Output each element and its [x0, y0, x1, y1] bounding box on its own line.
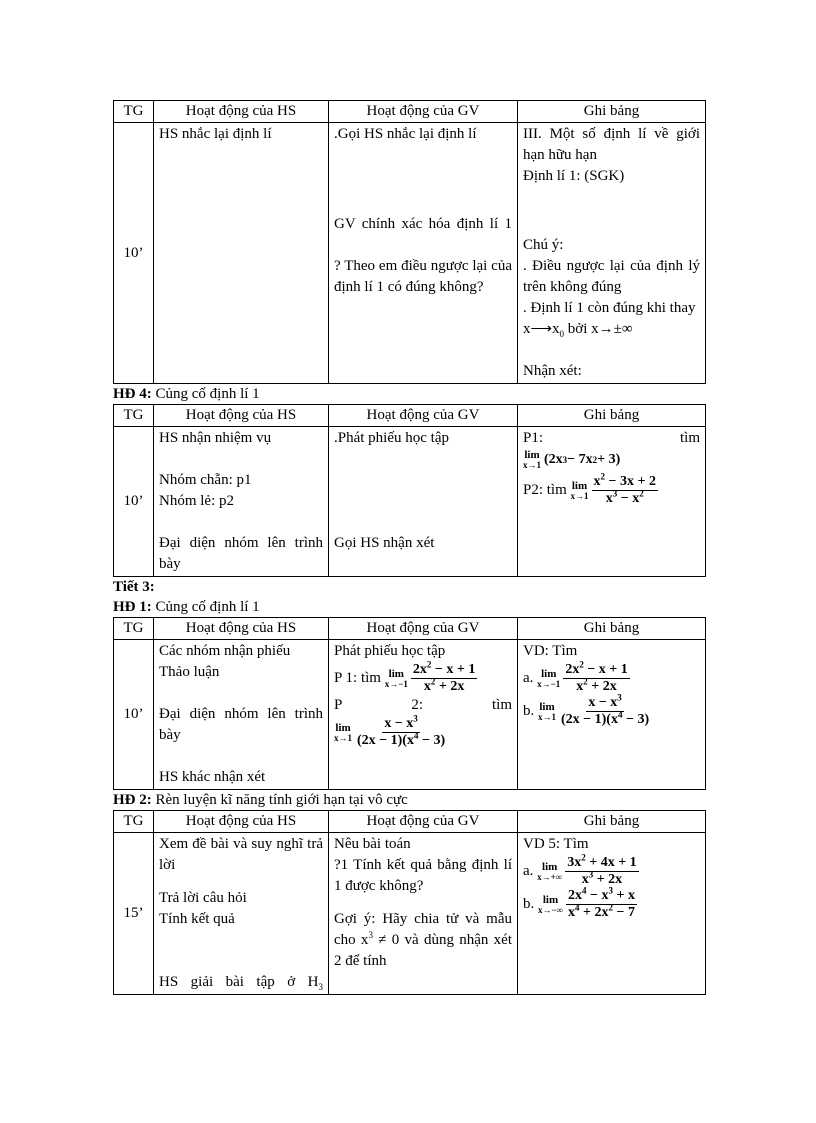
hs-text: HS nhận nhiệm vụ [159, 430, 272, 446]
hs-cell [154, 640, 329, 790]
gv-cell [329, 123, 518, 384]
time-cell: 10’ [114, 640, 154, 790]
header-tg: TG [114, 405, 154, 427]
time-cell: 15’ [114, 833, 154, 995]
table-header-row [114, 618, 706, 640]
time-cell: 10’ [114, 123, 154, 384]
arrow-icon: → [598, 321, 614, 337]
gv-cell [329, 640, 518, 790]
gv-text: Phát phiếu học tập [334, 643, 446, 659]
formula: b. lim x→1 $\frac{x - x^3}{(2x - 1)(x^4 - 3)}$ [523, 692, 650, 727]
table-dinh-li-1 [113, 100, 706, 384]
table-row [114, 833, 706, 995]
header-hs: Hoạt động của HS [154, 811, 329, 833]
table-cung-co [113, 404, 706, 577]
header-gv: Hoạt động của GV [329, 405, 518, 427]
gb-text: P1: [523, 430, 544, 446]
header-gv: Hoạt động của GV [329, 618, 518, 640]
table-row [114, 427, 706, 577]
hs-text: Nhóm lẻ: p2 [159, 493, 234, 509]
formula: a. lim x→−1 $\frac{2x^2 - x + 1}{x^2 + 2x}$ [523, 659, 628, 694]
header-gv: Hoạt động của GV [329, 811, 518, 833]
hs-text: HS khác nhận xét [159, 769, 266, 785]
hs-text: HS giải bài tập ở $H_3$ [159, 974, 323, 992]
gv-text: P [334, 697, 343, 713]
gv-text: tìm [491, 697, 512, 713]
gb-text: Chú ý: [523, 237, 564, 253]
header-gb: Ghi bảng [518, 811, 706, 833]
gv-text: Nêu bài toán [334, 836, 411, 852]
gb-text: tìm [679, 430, 700, 446]
arrow-icon: ⟶ [530, 321, 553, 337]
hs-text: Xem đề bài và suy nghĩ trả lời [159, 836, 323, 873]
section-heading: HĐ 1: Củng cố định lí 1 [113, 599, 260, 615]
header-hs: Hoạt động của HS [154, 618, 329, 640]
hs-cell [154, 833, 329, 995]
formula: lim x→1 (2x 3 − 7x 2 + 3) [523, 448, 621, 470]
header-tg: TG [114, 101, 154, 123]
gb-text: VD: Tìm [523, 643, 578, 659]
gv-text: .Gọi HS nhắc lại định lí [334, 126, 477, 142]
gb-text: Nhận xét: [523, 363, 582, 379]
table-header-row [114, 101, 706, 123]
gb-text: . Định lí 1 còn đúng khi thay $x⟶x_0$ bởi x→±∞ [523, 300, 696, 339]
table-row [114, 123, 706, 384]
time-cell: 10’ [114, 427, 154, 577]
gv-text: ?1 Tính kết quả bằng định lí 1 được không? [334, 857, 512, 894]
formula: P2: tìm lim x→1 $\frac{x^2 - 3x + 2}{x^3 - x^2}$ [523, 471, 656, 507]
header-tg: TG [114, 811, 154, 833]
gv-text: GV chính xác hóa định lí 1 [334, 216, 512, 232]
gb-text: III. Một số định lí về giới hạn hữu hạn [523, 126, 700, 163]
lesson-plan-page [113, 100, 705, 995]
gv-text: Gợi ý: Hãy chia tử và mẫu cho $x^3 \ne 0$ và dùng nhận xét 2 để tính [334, 911, 512, 969]
gb-cell [518, 123, 706, 384]
hs-text: Nhóm chẵn: p1 [159, 472, 252, 488]
gb-text: VD 5: Tìm [523, 836, 589, 852]
header-tg: TG [114, 618, 154, 640]
table-tiet-3 [113, 617, 706, 790]
header-gb: Ghi bảng [518, 618, 706, 640]
gv-text: ? Theo em điều ngược lại của định lí 1 có đúng không? [334, 258, 512, 295]
gv-cell [329, 833, 518, 995]
hs-text: Đại diện nhóm lên trình bày [159, 535, 323, 572]
gb-text: Định lí 1: (SGK) [523, 168, 625, 184]
gv-cell [329, 427, 518, 577]
header-gv: Hoạt động của GV [329, 101, 518, 123]
header-gb: Ghi bảng [518, 101, 706, 123]
table-header-row [114, 811, 706, 833]
gb-cell [518, 833, 706, 995]
hs-text: HS nhắc lại định lí [159, 126, 272, 142]
gv-text: 2: [411, 697, 423, 713]
hs-cell [154, 123, 329, 384]
table-vo-cuc [113, 810, 706, 995]
header-hs: Hoạt động của HS [154, 101, 329, 123]
section-heading: HĐ 4: Củng cố định lí 1 [113, 386, 260, 402]
hs-cell [154, 427, 329, 577]
hs-text: Trả lời câu hỏi [159, 890, 247, 906]
gb-cell [518, 427, 706, 577]
hs-text: Các nhóm nhận phiếu [159, 643, 291, 659]
gb-cell [518, 640, 706, 790]
section-heading: Tiết 3: [113, 579, 155, 595]
gb-text: . Điều ngược lại của định lý trên không đúng [523, 258, 700, 295]
formula: P 1: tìm lim x→−1 $\frac{2x^2 - x + 1}{x^2 + 2x}$ [334, 659, 476, 694]
hs-text: Thảo luận [159, 664, 220, 680]
formula: b. lim x→−∞ $\frac{2x^4 - x^3 + x}{x^4 + 2x^2 - 7}$ [523, 885, 636, 920]
formula: lim x→1 $\frac{x - x^3}{(2x - 1)(x^4 - 3)}$ [334, 713, 446, 748]
gv-text: Gọi HS nhận xét [334, 535, 435, 551]
table-row [114, 640, 706, 790]
hs-text: Tính kết quả [159, 911, 235, 927]
hs-text: Đại diện nhóm lên trình bày [159, 706, 323, 743]
header-gb: Ghi bảng [518, 405, 706, 427]
header-hs: Hoạt động của HS [154, 405, 329, 427]
gv-text: .Phát phiếu học tập [334, 430, 449, 446]
formula: a. lim x→+∞ $\frac{3x^2 + 4x + 1}{x^3 + 2x}$ [523, 852, 637, 887]
section-heading: HĐ 2: Rèn luyện kĩ năng tính giới hạn tại vô cực [113, 792, 408, 808]
table-header-row [114, 405, 706, 427]
